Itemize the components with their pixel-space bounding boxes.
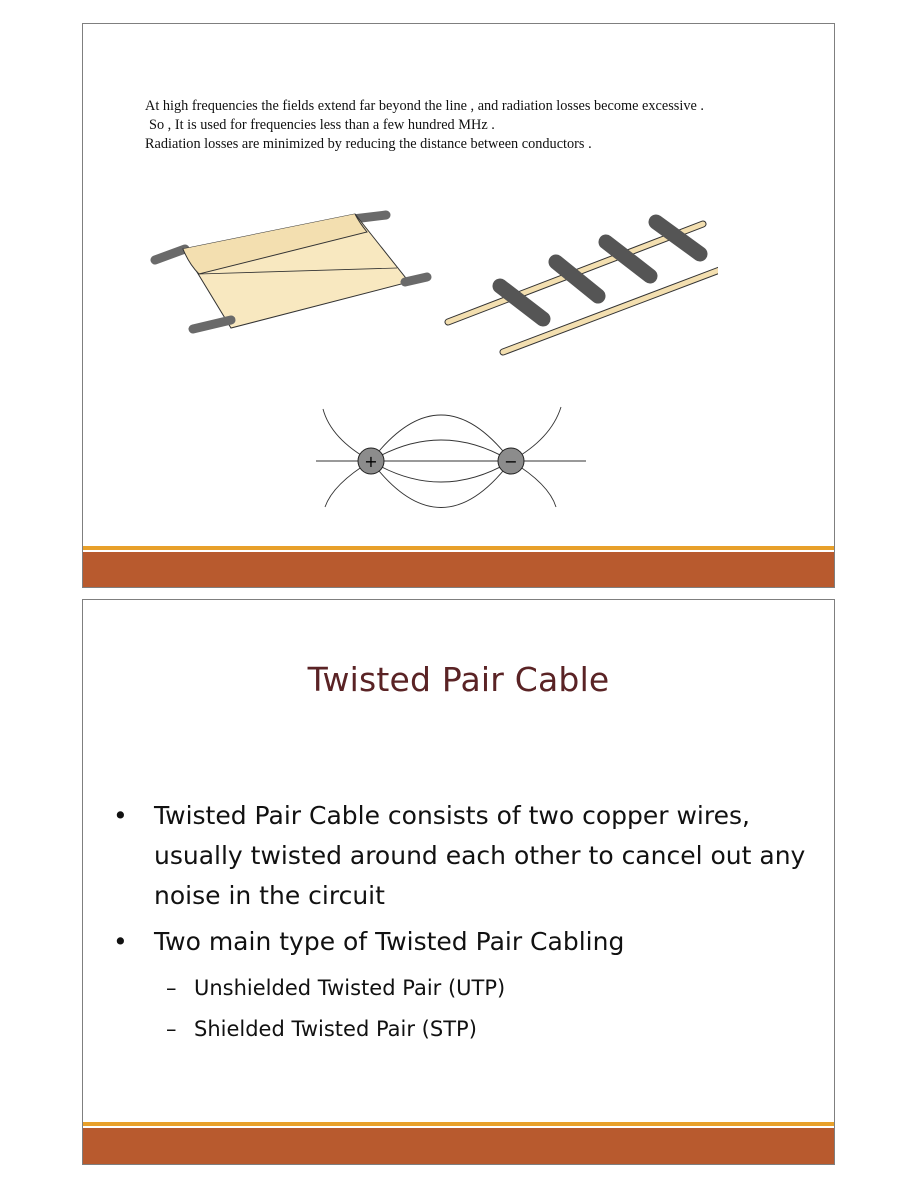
bullet-text: Twisted Pair Cable consists of two copper wires, usually twisted around each other to cancel out any noise in the circuit: [154, 801, 806, 910]
paragraph-2: So , It is used for frequencies less than a few hundred MHz .: [149, 117, 495, 133]
footer-bar: [83, 552, 834, 588]
footer-accent-line: [83, 546, 834, 550]
bullet-list: [113, 796, 813, 1050]
sub-bullet-text: Shielded Twisted Pair (STP): [194, 1017, 477, 1041]
sub-bullet-item: [113, 1009, 813, 1050]
bullet-dot: •: [113, 801, 128, 830]
slide-1: [82, 23, 835, 588]
sub-bullet-text: Unshielded Twisted Pair (UTP): [194, 976, 506, 1000]
bullet-text: Two main type of Twisted Pair Cabling: [154, 927, 625, 956]
field-line-bottom: [371, 461, 511, 508]
paragraph-1: At high frequencies the fields extend far beyond the line , and radiation losses become excessive .: [145, 98, 704, 114]
bullet-item: [113, 922, 813, 962]
ribbon-rod-bottom-right: [405, 277, 427, 282]
ribbon-rod-top-left: [155, 249, 185, 260]
slide-title: Twisted Pair Cable: [307, 660, 610, 699]
field-line-top: [371, 415, 511, 461]
footer-accent-line: [83, 1122, 834, 1126]
bullet-dot: •: [113, 927, 128, 956]
bullet-item: [113, 796, 813, 916]
twin-lead-ribbon-illustration: [143, 204, 443, 354]
ladder-line-illustration: [438, 194, 718, 364]
slide-2: [82, 599, 835, 1165]
sub-bullet-dash: –: [166, 1017, 177, 1041]
negative-label: −: [504, 452, 518, 471]
slide-1-text: [145, 97, 765, 154]
paragraph-3: Radiation losses are minimized by reducing the distance between conductors .: [145, 136, 592, 152]
sub-bullet-dash: –: [166, 976, 177, 1000]
electric-field-diagram: [311, 399, 591, 534]
sub-bullet-item: [113, 968, 813, 1009]
footer-bar: [83, 1128, 834, 1164]
positive-label: +: [364, 452, 378, 471]
ribbon-rod-bottom-left: [193, 320, 231, 329]
field-line-upper: [371, 440, 511, 461]
field-line-lower: [371, 461, 511, 482]
